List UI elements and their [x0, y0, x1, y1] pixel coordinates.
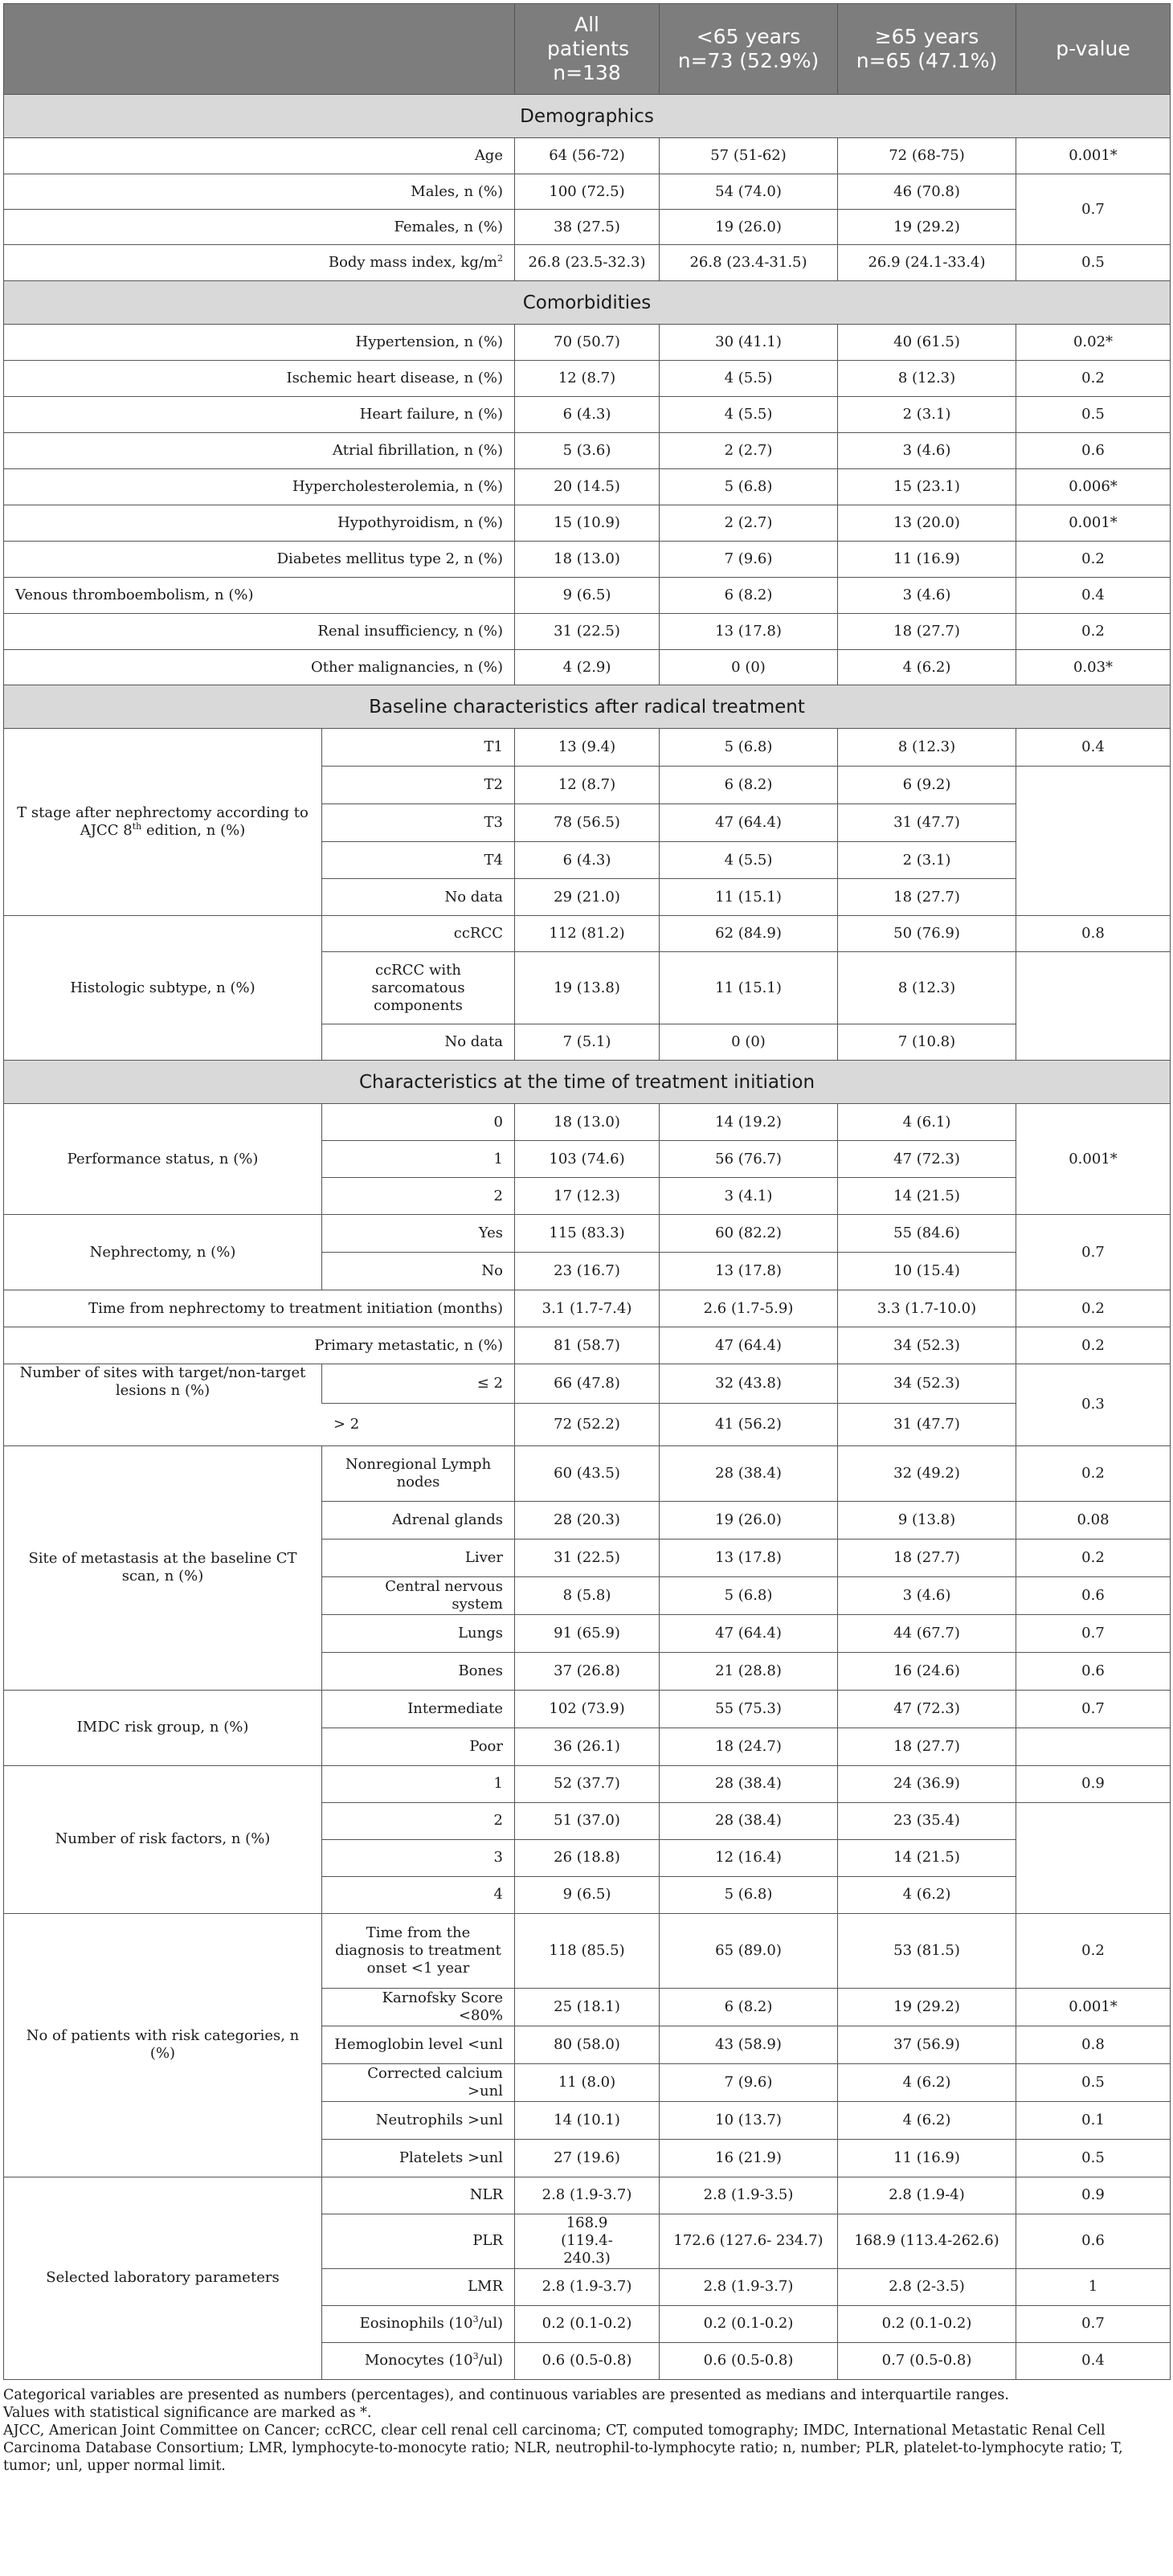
footnote-significance: Values with statistical significance are marked as *.: [3, 2404, 372, 2421]
table-footnotes: [3, 2386, 1170, 2475]
table-row: Hypercholesterolemia, n (%) 20 (14.5) 5 (6.8) 15 (23.1) 0.006*: [4, 469, 1171, 505]
table-row: Performance status, n (%) 0 18 (13.0) 14 (19.2) 4 (6.1) 0.001*: [4, 1104, 1171, 1141]
table-row: Poor 36 (26.1) 18 (24.7) 18 (27.7): [4, 1728, 1171, 1765]
table-row: No data 29 (21.0) 11 (15.1) 18 (27.7): [4, 879, 1171, 916]
table-row: PLR 168.9 (119.4- 240.3) 172.6 (127.6- 234.7) 168.9 (113.4-262.6) 0.6: [4, 2214, 1171, 2268]
table-row: T stage after nephrectomy according to AJCC 8th edition, n (%) T1 13 (9.4) 5 (6.8) 8 (12.3) 0.4: [4, 729, 1171, 767]
table-row: Number of sites with target/non-target lesions n (%) ≤ 2 66 (47.8) 32 (43.8) 34 (52.3) 0.3: [4, 1364, 1171, 1404]
table-row: Hypothyroidism, n (%) 15 (10.9) 2 (2.7) 13 (20.0) 0.001*: [4, 505, 1171, 542]
table-row: T2 12 (8.7) 6 (8.2) 6 (9.2): [4, 767, 1171, 804]
table-row: Eosinophils $(10^3/ul)$ 0.2 (0.1-0.2) 0.2 (0.1-0.2) 0.2 (0.1-0.2) 0.7: [4, 2305, 1171, 2342]
table-row: Males, n (%) 100 (72.5) 54 (74.0) 46 (70.8) 0.7: [4, 174, 1171, 210]
table-row: IMDC risk group, n (%) Intermediate 102 (73.9) 55 (75.3) 47 (72.3) 0.7: [4, 1690, 1171, 1728]
table-row: 2 17 (12.3) 3 (4.1) 14 (21.5): [4, 1178, 1171, 1215]
table-row: No data 7 (5.1) 0 (0) 7 (10.8): [4, 1024, 1171, 1061]
table-row: Renal insufficiency, n (%) 31 (22.5) 13 (17.8) 18 (27.7) 0.2: [4, 614, 1171, 650]
table-row: Selected laboratory parameters NLR 2.8 (1.9-3.7) 2.8 (1.9-3.5) 2.8 (1.9-4) 0.9: [4, 2177, 1171, 2214]
table-row: Liver 31 (22.5) 13 (17.8) 18 (27.7) 0.2: [4, 1539, 1171, 1576]
table-row: T4 6 (4.3) 4 (5.5) 2 (3.1): [4, 842, 1171, 879]
table-row: Diabetes mellitus type 2, n (%) 18 (13.0) 7 (9.6) 11 (16.9) 0.2: [4, 542, 1171, 578]
table-row: Heart failure, n (%) 6 (4.3) 4 (5.5) 2 (3.1) 0.5: [4, 397, 1171, 433]
table-row: Number of risk factors, n (%) 1 52 (37.7) 28 (38.4) 24 (36.9) 0.9: [4, 1765, 1171, 1802]
table-row: Corrected calcium >unl 11 (8.0) 7 (9.6) 4 (6.2) 0.5: [4, 2063, 1171, 2101]
table-row: Age 64 (56-72) 57 (51-62) 72 (68-75) 0.001*: [4, 138, 1171, 174]
header-under-65: <65 years n=73 (52.9%): [660, 4, 838, 95]
baseline-characteristics-table: [3, 3, 1171, 2380]
table-row: 4 9 (6.5) 5 (6.8) 4 (6.2): [4, 1876, 1171, 1913]
table-row: Lungs 91 (65.9) 47 (64.4) 44 (67.7) 0.7: [4, 1614, 1171, 1652]
header-all-patients: All patients n=138: [515, 4, 660, 95]
table-row: Females, n (%) 38 (27.5) 19 (26.0) 19 (29.2): [4, 210, 1171, 245]
header-65-plus: ≥65 years n=65 (47.1%): [838, 4, 1016, 95]
table-row: Platelets >unl 27 (19.6) 16 (21.9) 11 (16.9) 0.5: [4, 2139, 1171, 2177]
table-row: Neutrophils >unl 14 (10.1) 10 (13.7) 4 (6.2) 0.1: [4, 2101, 1171, 2139]
table-row: Hemoglobin level <unl 80 (58.0) 43 (58.9) 37 (56.9) 0.8: [4, 2026, 1171, 2063]
table-row: Adrenal glands 28 (20.3) 19 (26.0) 9 (13.8) 0.08: [4, 1501, 1171, 1539]
table-row: Bones 37 (26.8) 21 (28.8) 16 (24.6) 0.6: [4, 1652, 1171, 1690]
table-row: Atrial fibrillation, n (%) 5 (3.6) 2 (2.7) 3 (4.6) 0.6: [4, 433, 1171, 469]
table-row: > 2 72 (52.2) 41 (56.2) 31 (47.7): [4, 1403, 1171, 1445]
table-row: No of patients with risk categories, n (%) Time from the diagnosis to treatment onset <1 year 118 (85.5) 65 (89.0) 53 (81.5) 0.2: [4, 1913, 1171, 1988]
table-row: 2 51 (37.0) 28 (38.4) 23 (35.4): [4, 1802, 1171, 1839]
section-comorbidities: Comorbidities: [4, 281, 1171, 325]
table-row: Ischemic heart disease, n (%) 12 (8.7) 4 (5.5) 8 (12.3) 0.2: [4, 361, 1171, 397]
header-blank: [4, 4, 515, 95]
header-row: [4, 4, 1171, 95]
section-demographics: Demographics: [4, 95, 1171, 138]
table-row: Site of metastasis at the baseline CT scan, n (%) Nonregional Lymph nodes 60 (43.5) 28 (38.4) 32 (49.2) 0.2: [4, 1445, 1171, 1501]
table-row: Primary metastatic, n (%) 81 (58.7) 47 (64.4) 34 (52.3) 0.2: [4, 1327, 1171, 1364]
table-row: Central nervous system 8 (5.8) 5 (6.8) 3 (4.6) 0.6: [4, 1576, 1171, 1614]
table-row: Time from nephrectomy to treatment initiation (months) 3.1 (1.7-7.4) 2.6 (1.7-5.9) 3.3 (1.7-10.0) 0.2: [4, 1290, 1171, 1327]
table-row: Venous thromboembolism, n (%) 9 (6.5) 6 (8.2) 3 (4.6) 0.4: [4, 578, 1171, 614]
header-p-value: p-value: [1016, 4, 1171, 95]
table-row: Hypertension, n (%) 70 (50.7) 30 (41.1) 40 (61.5) 0.02*: [4, 325, 1171, 361]
table-row: 3 26 (18.8) 12 (16.4) 14 (21.5): [4, 1839, 1171, 1876]
table-row: Nephrectomy, n (%) Yes 115 (83.3) 60 (82.2) 55 (84.6) 0.7: [4, 1215, 1171, 1253]
table-row: Histologic subtype, n (%) ccRCC 112 (81.2) 62 (84.9) 50 (76.9) 0.8: [4, 916, 1171, 952]
section-treatment-initiation: Characteristics at the time of treatment initiation: [4, 1061, 1171, 1104]
section-baseline: Baseline characteristics after radical treatment: [4, 685, 1171, 729]
table-row: Body mass index, $kg/m^2$ 26.8 (23.5-32.3) 26.8 (23.4-31.5) 26.9 (24.1-33.4) 0.5: [4, 245, 1171, 281]
footnote-abbreviations: AJCC, American Joint Committee on Cancer; ccRCC, clear cell renal cell carcinoma; CT, computed tomography; IMDC, International Metastatic Renal Cell Carcinoma Database Consortium; LMR, lymphocyte-to-monocyte ratio; NLR, neutrophil-to-lymphocyte ratio; n, number; PLR, platelet-to-lymphocyte ratio; T, tumor; unl, upper normal limit.: [3, 2422, 1123, 2474]
table-row: ccRCC with sarcomatous components 19 (13.8) 11 (15.1) 8 (12.3): [4, 952, 1171, 1024]
table-row: Other malignancies, n (%) 4 (2.9) 0 (0) 4 (6.2) 0.03*: [4, 650, 1171, 685]
table-row: 1 103 (74.6) 56 (76.7) 47 (72.3): [4, 1141, 1171, 1178]
footnote-variables: Categorical variables are presented as numbers (percentages), and continuous variables are presented as medians and interquartile ranges.: [3, 2386, 1009, 2403]
table-row: Karnofsky Score <80% 25 (18.1) 6 (8.2) 19 (29.2) 0.001*: [4, 1988, 1171, 2026]
table-row: T3 78 (56.5) 47 (64.4) 31 (47.7): [4, 804, 1171, 842]
table-row: No 23 (16.7) 13 (17.8) 10 (15.4): [4, 1253, 1171, 1290]
table-row: LMR 2.8 (1.9-3.7) 2.8 (1.9-3.7) 2.8 (2-3.5) 1: [4, 2268, 1171, 2305]
table-row: Monocytes $(10^3/ul)$ 0.6 (0.5-0.8) 0.6 (0.5-0.8) 0.7 (0.5-0.8) 0.4: [4, 2342, 1171, 2379]
